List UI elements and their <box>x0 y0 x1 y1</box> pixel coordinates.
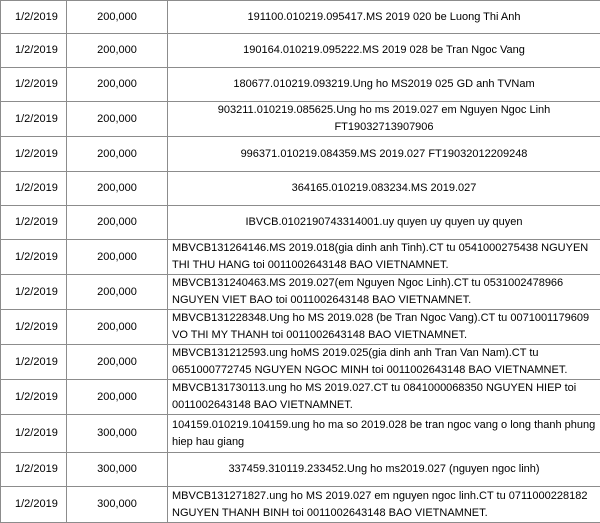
description-cell: 337459.310119.233452.Ung ho ms2019.027 (nguyen ngoc linh) <box>168 453 600 487</box>
description-cell: MBVCB131730113.ung ho MS 2019.027.CT tu 0841000068350 NGUYEN HIEP toi 0011002643148 BAO VIETNAMNET. <box>168 380 600 415</box>
table-row <box>1 68 600 102</box>
date-cell: 1/2/2019 <box>1 453 67 487</box>
amount-cell: 200,000 <box>67 34 168 68</box>
amount-cell: 200,000 <box>67 68 168 102</box>
description-cell: MBVCB131240463.MS 2019.027(em Nguyen Ngoc Linh).CT tu 0531002478966 NGUYEN VIET BAO toi 0011002643148 BAO VIETNAMNET. <box>168 275 600 310</box>
description-cell: 104159.010219.104159.ung ho ma so 2019.028 be tran ngoc vang o long thanh phung hiep hau giang <box>168 415 600 453</box>
description-cell: MBVCB131264146.MS 2019.018(gia dinh anh Tinh).CT tu 0541000275438 NGUYEN THI THU HANG toi 0011002643148 BAO VIETNAMNET. <box>168 240 600 275</box>
table-row <box>1 172 600 206</box>
table-row <box>1 206 600 240</box>
amount-cell: 200,000 <box>67 275 168 310</box>
date-cell: 1/2/2019 <box>1 34 67 68</box>
table-row <box>1 345 600 380</box>
table-row <box>1 415 600 453</box>
date-cell: 1/2/2019 <box>1 1 67 34</box>
date-cell: 1/2/2019 <box>1 310 67 345</box>
date-cell: 1/2/2019 <box>1 275 67 310</box>
table-row <box>1 453 600 487</box>
table-row <box>1 275 600 310</box>
table-row <box>1 240 600 275</box>
description-cell: IBVCB.0102190743314001.uy quyen uy quyen uy quyen <box>168 206 600 240</box>
amount-cell: 300,000 <box>67 453 168 487</box>
description-cell: 996371.010219.084359.MS 2019.027 FT19032012209248 <box>168 137 600 172</box>
amount-cell: 300,000 <box>67 487 168 523</box>
amount-cell: 200,000 <box>67 380 168 415</box>
date-cell: 1/2/2019 <box>1 137 67 172</box>
description-cell: 191100.010219.095417.MS 2019 020 be Luong Thi Anh <box>168 1 600 34</box>
table-row <box>1 1 600 34</box>
table-row <box>1 310 600 345</box>
amount-cell: 200,000 <box>67 206 168 240</box>
table-row <box>1 102 600 137</box>
date-cell: 1/2/2019 <box>1 206 67 240</box>
description-cell: 180677.010219.093219.Ung ho MS2019 025 GD anh TVNam <box>168 68 600 102</box>
description-cell: MBVCB131271827.ung ho MS 2019.027 em nguyen ngoc linh.CT tu 0711000228182 NGUYEN THANH BINH toi 0011002643148 BAO VIETNAMNET. <box>168 487 600 523</box>
date-cell: 1/2/2019 <box>1 380 67 415</box>
table-row <box>1 137 600 172</box>
amount-cell: 200,000 <box>67 240 168 275</box>
amount-cell: 300,000 <box>67 415 168 453</box>
amount-cell: 200,000 <box>67 172 168 206</box>
date-cell: 1/2/2019 <box>1 68 67 102</box>
transactions-body <box>1 1 600 523</box>
description-cell: 903211.010219.085625.Ung ho ms 2019.027 em Nguyen Ngoc Linh FT19032713907906 <box>168 102 600 137</box>
description-cell: MBVCB131212593.ung hoMS 2019.025(gia dinh anh Tran Van Nam).CT tu 0651000772745 NGUYEN NGOC MINH toi 0011002643148 BAO VIETNAMNET. <box>168 345 600 380</box>
table-row <box>1 380 600 415</box>
description-cell: 190164.010219.095222.MS 2019 028 be Tran Ngoc Vang <box>168 34 600 68</box>
table-row <box>1 487 600 523</box>
amount-cell: 200,000 <box>67 102 168 137</box>
amount-cell: 200,000 <box>67 137 168 172</box>
description-cell: 364165.010219.083234.MS 2019.027 <box>168 172 600 206</box>
description-cell: MBVCB131228348.Ung ho MS 2019.028 (be Tran Ngoc Vang).CT tu 0071001179609 VO THI MY THANH toi 0011002643148 BAO VIETNAMNET. <box>168 310 600 345</box>
date-cell: 1/2/2019 <box>1 172 67 206</box>
date-cell: 1/2/2019 <box>1 415 67 453</box>
date-cell: 1/2/2019 <box>1 487 67 523</box>
amount-cell: 200,000 <box>67 1 168 34</box>
date-cell: 1/2/2019 <box>1 102 67 137</box>
date-cell: 1/2/2019 <box>1 240 67 275</box>
amount-cell: 200,000 <box>67 345 168 380</box>
date-cell: 1/2/2019 <box>1 345 67 380</box>
table-row <box>1 34 600 68</box>
amount-cell: 200,000 <box>67 310 168 345</box>
